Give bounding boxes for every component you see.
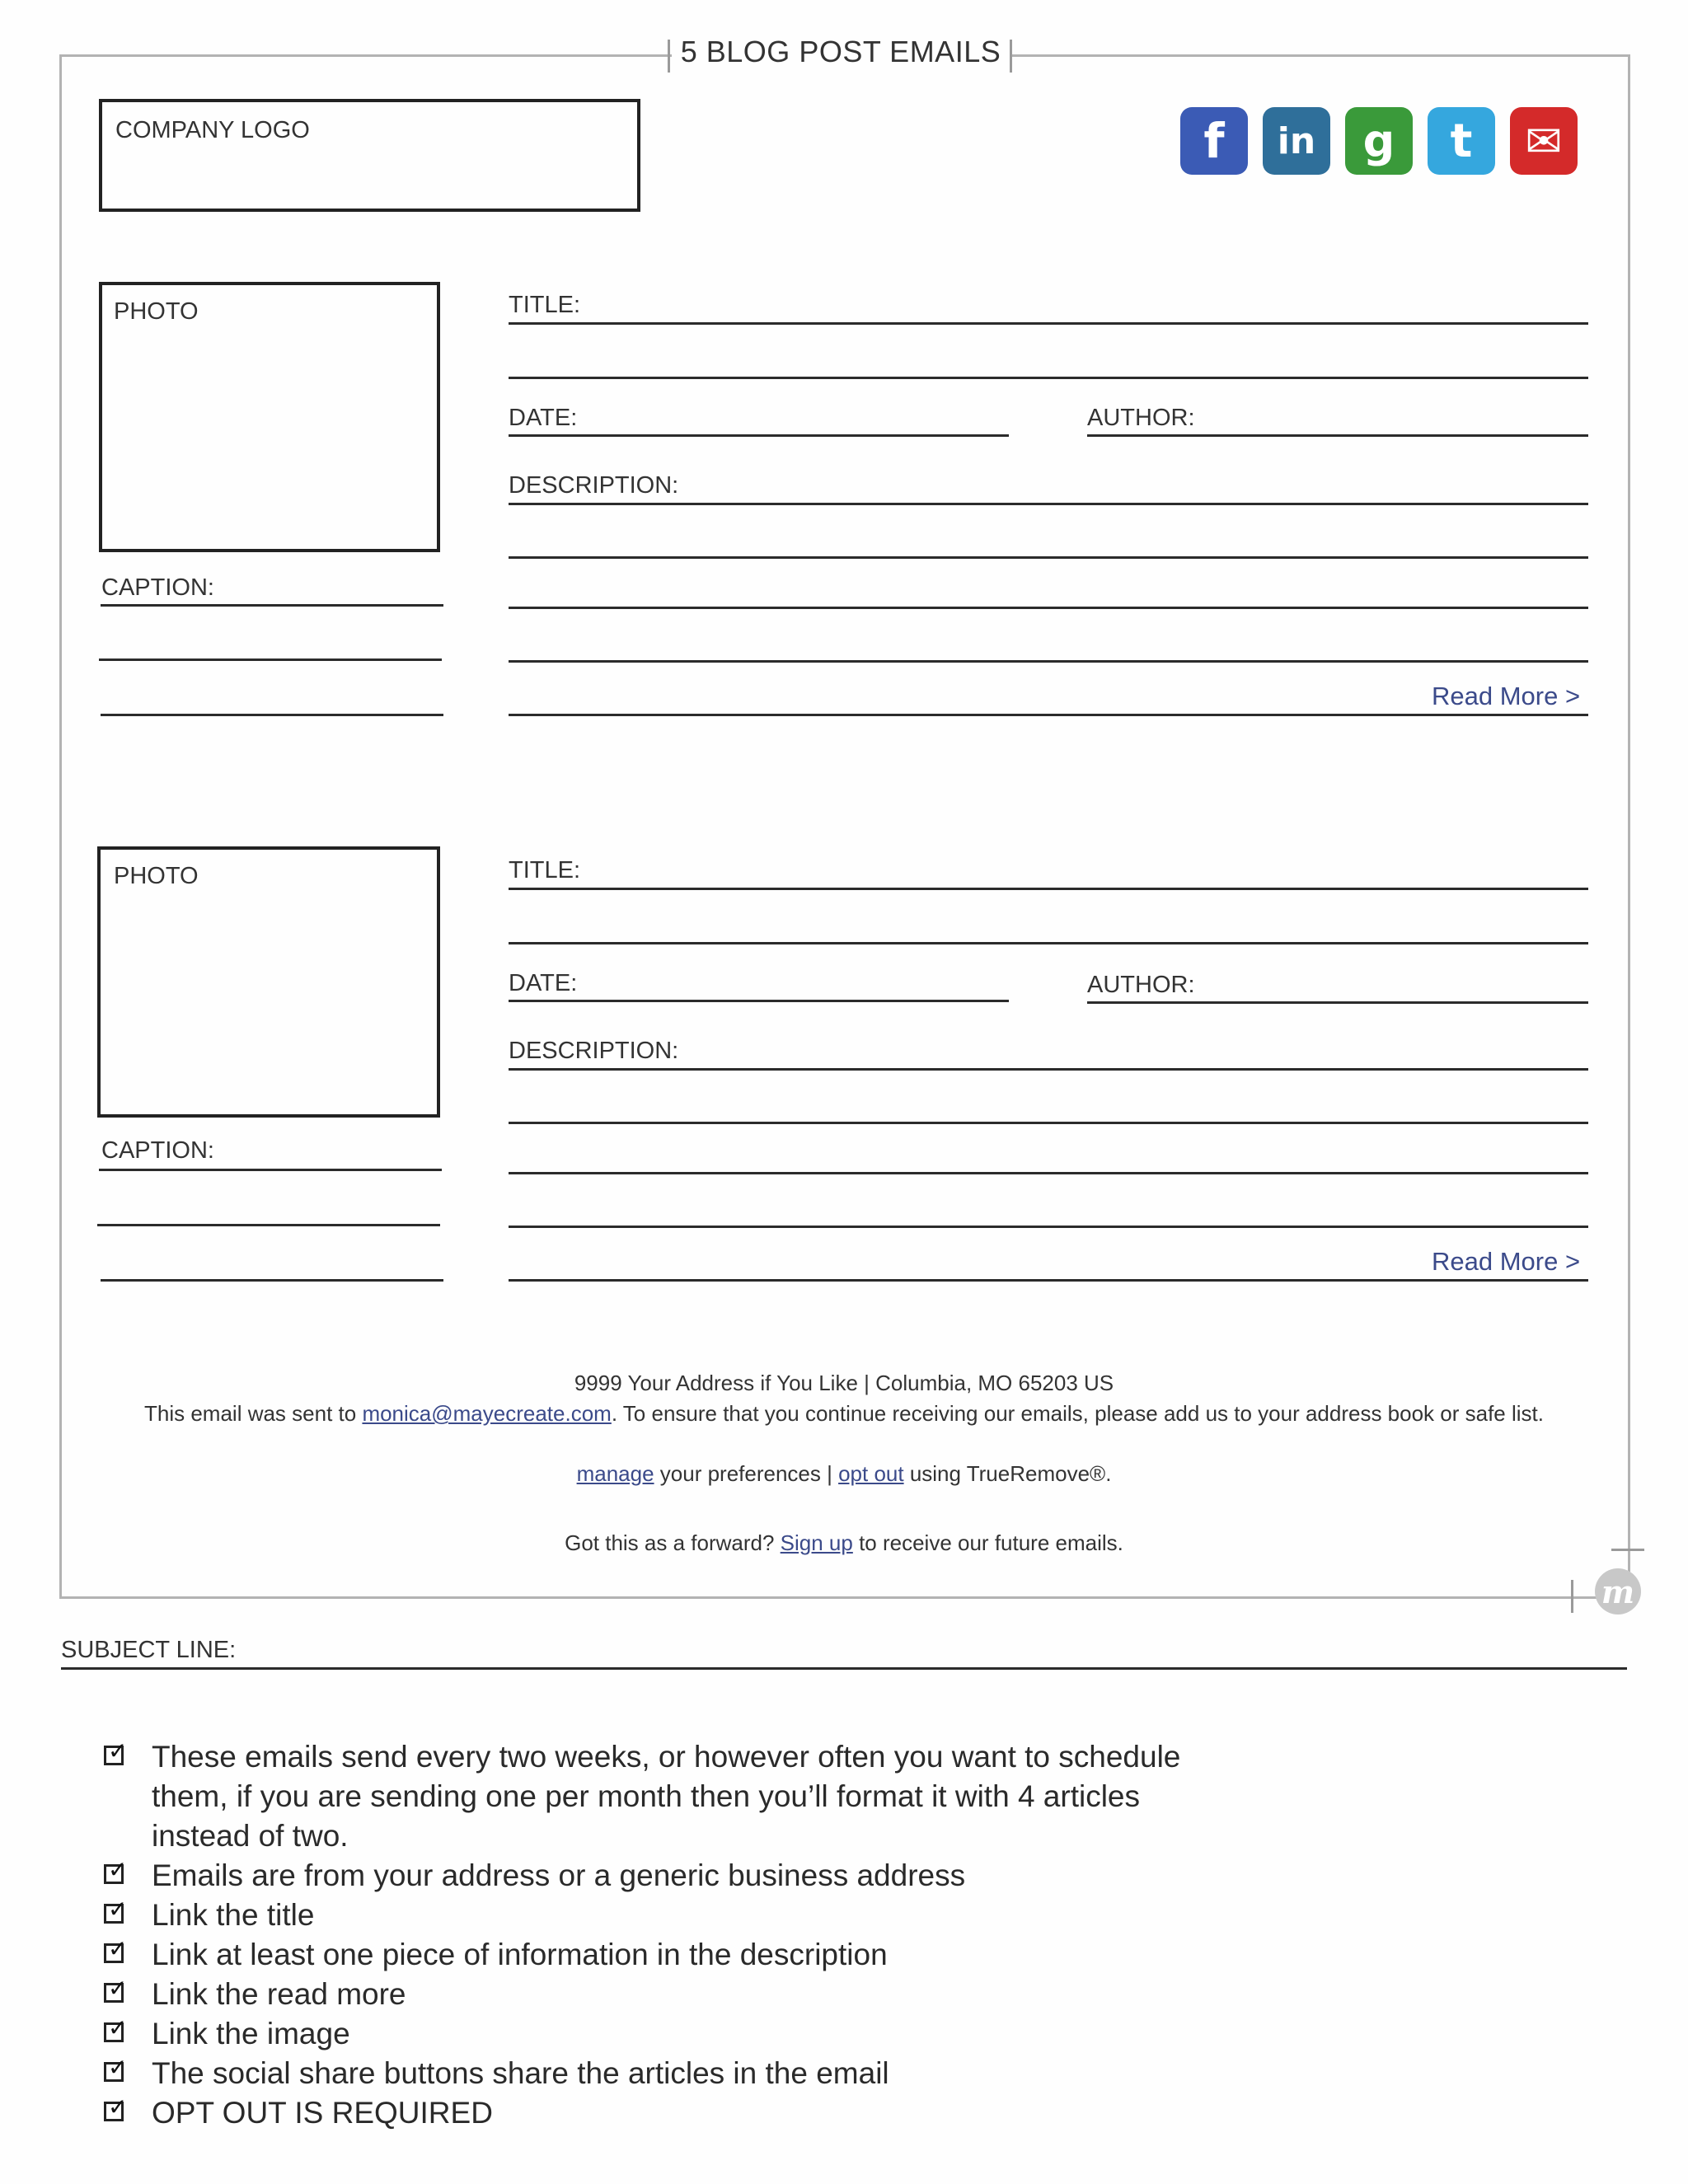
checklist-item [104, 1935, 1258, 1975]
post-1-author-line [1087, 434, 1588, 437]
footer-using-text: using TrueRemove®. [903, 1461, 1112, 1486]
post-2-caption-label: CAPTION: [101, 1137, 214, 1164]
twitter-icon[interactable]: t [1428, 107, 1495, 175]
post-2-date-line [509, 1000, 1009, 1002]
checked-box-icon: ✓ [104, 1904, 124, 1924]
post-1-title-line-1 [509, 322, 1588, 325]
post-1-description-line-5 [509, 714, 1588, 716]
checked-box-icon: ✓ [104, 1864, 124, 1884]
post-1-date-label: DATE: [509, 405, 578, 431]
post-2-description-label: DESCRIPTION: [509, 1038, 679, 1064]
footer-forward-prefix: Got this as a forward? [565, 1530, 781, 1555]
frame-tick-right [1010, 40, 1012, 73]
brand-logo-letter: m [1601, 1572, 1635, 1610]
frame-tick-left [668, 40, 670, 73]
checked-box-icon: ✓ [104, 1746, 124, 1765]
checklist-item [104, 2054, 1258, 2093]
gmail-icon[interactable]: ✉ [1510, 107, 1578, 175]
checked-box-icon: ✓ [104, 2022, 124, 2042]
company-logo-box [99, 99, 640, 212]
opt-out-link[interactable]: opt out [838, 1461, 904, 1486]
post-1-photo-label: PHOTO [114, 298, 199, 325]
post-1-date-line [509, 434, 1009, 437]
checklist-item-text: Link the title [152, 1898, 315, 1932]
post-2-description-line-4 [509, 1226, 1588, 1228]
footer-sent-suffix: . To ensure that you continue receiving our emails, please add us to your address book or safe list. [611, 1401, 1544, 1426]
footer-sent-to [0, 1401, 1688, 1427]
post-1-description-line-4 [509, 660, 1588, 663]
post-1-caption-line-1 [101, 604, 443, 607]
subject-line-label: SUBJECT LINE: [61, 1637, 237, 1663]
linkedin-icon[interactable]: in [1263, 107, 1330, 175]
post-2-description-line-3 [509, 1172, 1588, 1174]
checklist-item-text: The social share buttons share the articles in the email [152, 2056, 889, 2090]
footer-forward [0, 1530, 1688, 1556]
post-2-date-label: DATE: [509, 970, 578, 996]
google-icon[interactable]: g [1345, 107, 1413, 175]
footer-address: 9999 Your Address if You Like | Columbia, MO 65203 US [574, 1371, 1114, 1395]
post-1-caption-line-2 [99, 658, 442, 661]
checked-box-icon: ✓ [104, 2102, 124, 2121]
checklist-item [104, 1975, 1258, 2014]
company-logo-label: COMPANY LOGO [115, 117, 310, 143]
post-2-description-line-1 [509, 1068, 1588, 1071]
post-2-photo-label: PHOTO [114, 863, 199, 889]
checklist-item [104, 2093, 1258, 2133]
post-2-read-more-link[interactable]: Read More > [1432, 1247, 1581, 1276]
sign-up-link[interactable]: Sign up [780, 1530, 853, 1555]
post-1-caption-label: CAPTION: [101, 574, 214, 601]
page-title: 5 BLOG POST EMAILS [680, 35, 1001, 68]
frame-corner-tick-v [1571, 1580, 1573, 1613]
checked-box-icon: ✓ [104, 1983, 124, 2003]
post-1-photo[interactable] [99, 282, 440, 552]
post-2-title-line-2 [509, 942, 1588, 944]
post-1-description-label: DESCRIPTION: [509, 472, 679, 499]
checked-box-icon: ✓ [104, 1943, 124, 1963]
manage-preferences-link[interactable]: manage [576, 1461, 654, 1486]
post-2-caption-line-1 [99, 1169, 442, 1171]
footer-preferences [0, 1461, 1688, 1487]
post-2-description-line-2 [509, 1122, 1588, 1124]
post-2-title-line-1 [509, 888, 1588, 890]
post-1-title-label: TITLE: [509, 292, 581, 318]
footer-forward-suffix: to receive our future emails. [852, 1530, 1123, 1555]
checklist-item-text: Link the read more [152, 1977, 406, 2011]
checklist-item [104, 1896, 1258, 1935]
post-2-caption-line-3 [101, 1279, 443, 1282]
post-1-title-line-2 [509, 377, 1588, 379]
post-2-title-label: TITLE: [509, 857, 581, 883]
checklist-item-text: Link the image [152, 2017, 350, 2050]
post-2-description-line-5 [509, 1279, 1588, 1282]
post-1-description-line-1 [509, 503, 1588, 505]
post-1-author-label: AUTHOR: [1087, 405, 1195, 431]
checked-box-icon: ✓ [104, 2062, 124, 2082]
post-1-read-more-link[interactable]: Read More > [1432, 682, 1581, 710]
brand-logo [1595, 1568, 1641, 1615]
checklist-item [104, 1737, 1258, 1856]
post-2-caption-line-2 [97, 1224, 440, 1226]
post-1-caption-line-3 [101, 714, 443, 716]
post-2-author-label: AUTHOR: [1087, 972, 1195, 998]
checklist-item [104, 2014, 1258, 2054]
post-2-photo[interactable] [97, 846, 440, 1118]
footer-sent-prefix: This email was sent to [144, 1401, 363, 1426]
footer-email-link[interactable]: monica@mayecreate.com [362, 1401, 612, 1426]
post-1-description-line-3 [509, 607, 1588, 609]
checklist-item-text: These emails send every two weeks, or however often you want to schedule them, if you are sending one per month then you’ll format it with 4 articles instead of two. [152, 1740, 1181, 1853]
checklist-item-text: Emails are from your address or a generic business address [152, 1858, 966, 1892]
subject-line-rule [61, 1667, 1627, 1670]
facebook-icon[interactable]: f [1180, 107, 1248, 175]
checklist-item-text: Link at least one piece of information in the description [152, 1938, 888, 1971]
social-share-bar [1180, 107, 1578, 175]
post-1-description-line-2 [509, 556, 1588, 559]
post-2-author-line [1087, 1001, 1588, 1004]
checklist-item-text: OPT OUT IS REQUIRED [152, 2096, 493, 2130]
checklist-item [104, 1856, 1258, 1896]
footer-prefs-text: your preferences | [654, 1461, 839, 1486]
requirements-checklist [104, 1737, 1258, 2133]
